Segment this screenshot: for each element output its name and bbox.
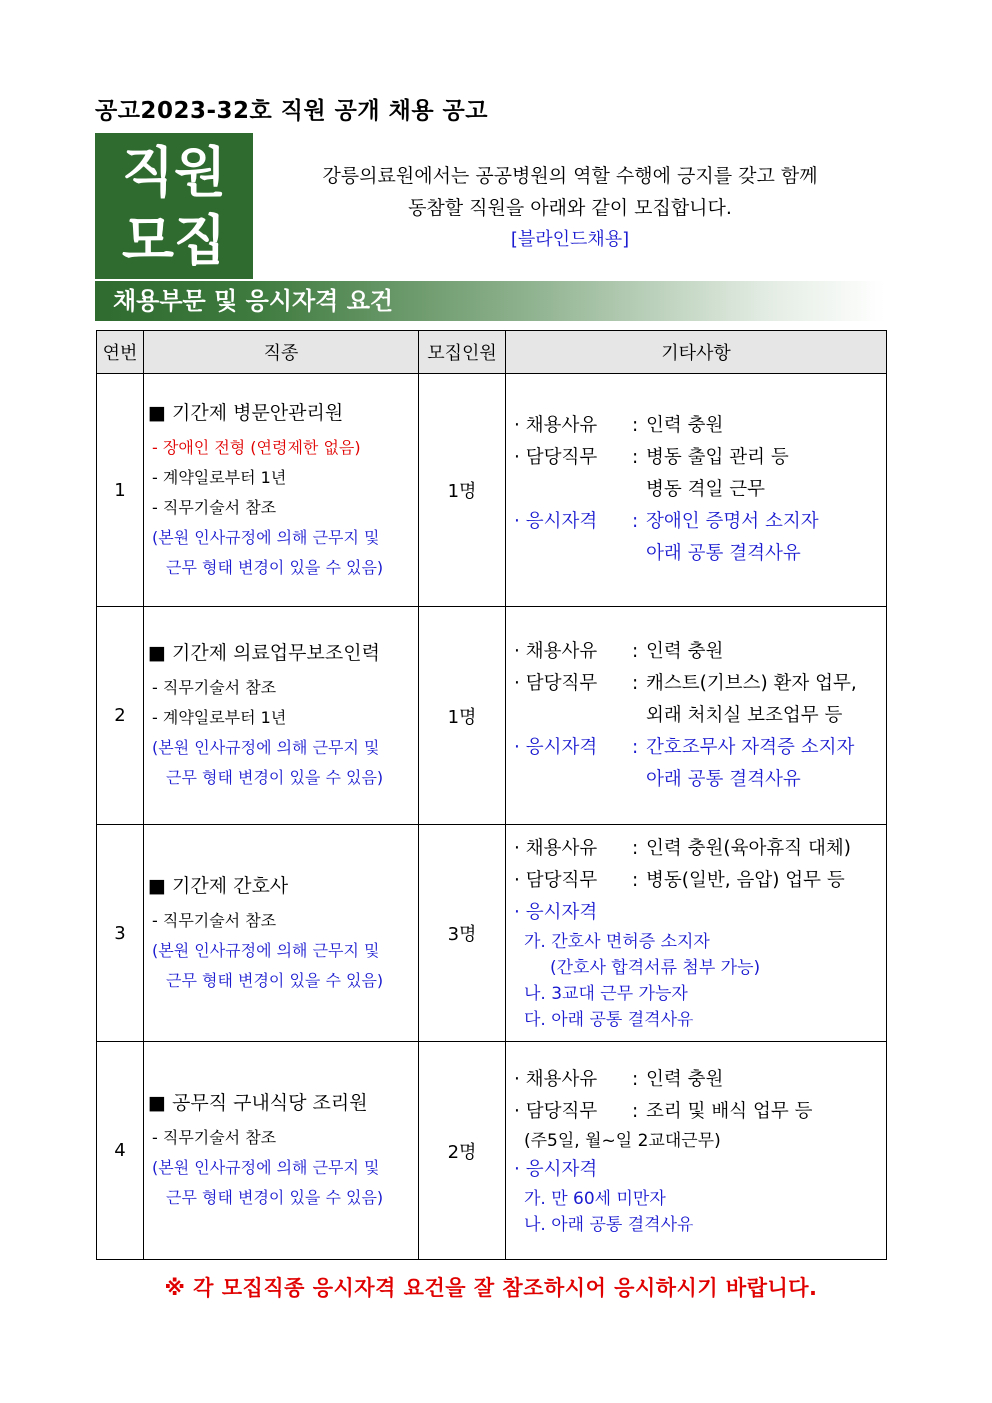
duty-label: · 담당직무 xyxy=(514,672,598,694)
duty-value: 병동(일반, 음압) 업무 등 xyxy=(646,870,845,891)
reason-label: · 채용사유 xyxy=(514,1068,598,1090)
job-line: - 직무기술서 참조 xyxy=(152,910,277,930)
reason-label: · 채용사유 xyxy=(514,640,598,662)
reason-value: 인력 충원 xyxy=(646,1068,724,1090)
row-no: 1 xyxy=(97,374,144,607)
etc-cell: · 채용사유 : 인력 충원 · 담당직무 : 캐스트(기브스) 환자 업무, 외래 처치실 보조업무 등 · 응시자격 : 간호조무사 자격증 소지자 아래 공통 결격사유 xyxy=(506,607,887,825)
header-job: 직종 xyxy=(144,331,419,374)
reason-label: · 채용사유 xyxy=(514,415,598,436)
intro-line-1: 강릉의료원에서는 공공병원의 역할 수행에 긍지를 갖고 함께 xyxy=(322,165,818,187)
job-note: 근무 형태 변경이 있을 수 있음) xyxy=(166,1188,384,1207)
footer-notice: ※ 각 모집직종 응시자격 요건을 잘 참조하시어 응시하시기 바랍니다. xyxy=(164,1276,818,1300)
recruitment-table xyxy=(96,330,887,1260)
job-note: (본원 인사규정에 의해 근무지 및 xyxy=(152,1158,380,1177)
recruit-badge xyxy=(95,133,253,279)
qual-label: · 응시자격 xyxy=(514,736,598,758)
duty-value: 조리 및 배식 업무 등 xyxy=(646,1100,813,1122)
job-cell xyxy=(144,1042,419,1260)
intro-text xyxy=(270,160,870,256)
job-note: 근무 형태 변경이 있을 수 있음) xyxy=(166,768,384,787)
row-no: 4 xyxy=(97,1042,144,1260)
job-cell xyxy=(144,607,419,825)
qual-value: 간호조무사 자격증 소지자 xyxy=(646,736,855,758)
badge-line-2: 모집 xyxy=(121,209,227,272)
job-cell xyxy=(144,374,419,607)
job-line: - 계약일로부터 1년 xyxy=(152,708,287,727)
qual-value-2: 아래 공통 결격사유 xyxy=(646,768,801,790)
duty-label: · 담당직무 xyxy=(514,870,598,891)
job-note: (본원 인사규정에 의해 근무지 및 xyxy=(152,940,380,960)
qual-label: · 응시자격 xyxy=(514,511,598,532)
row-no: 3 xyxy=(97,825,144,1042)
qual-value: 장애인 증명서 소지자 xyxy=(646,511,819,532)
duty-label: · 담당직무 xyxy=(514,1100,598,1122)
qual-item: 가. 만 60세 미만자 xyxy=(524,1188,666,1209)
header-no: 연번 xyxy=(97,331,144,374)
qual-item: 나. 아래 공통 결격사유 xyxy=(524,1214,694,1235)
table-header-row xyxy=(97,331,887,374)
etc-cell: · 채용사유 : 인력 충원 · 담당직무 : 조리 및 배식 업무 등 (주5일, 월~일 2교대근무) · 응시자격 가. 만 60세 미만자 나. 아래 공통 결격사유 xyxy=(506,1042,887,1260)
qual-label: · 응시자격 xyxy=(514,1158,598,1180)
headcount: 2명 xyxy=(419,1042,506,1260)
table-row xyxy=(97,1042,887,1260)
job-note: 근무 형태 변경이 있을 수 있음) xyxy=(166,970,384,990)
etc-cell: · 채용사유 : 인력 충원 · 담당직무 : 병동 출입 관리 등 병동 격일 근무 · 응시자격 : 장애인 증명서 소지자 아래 공통 결격사유 xyxy=(506,374,887,607)
table-row xyxy=(97,374,887,607)
job-note: (본원 인사규정에 의해 근무지 및 xyxy=(152,527,380,547)
duty-value-2: 외래 처치실 보조업무 등 xyxy=(646,704,843,726)
job-line: - 계약일로부터 1년 xyxy=(152,467,287,487)
qual-value-2: 아래 공통 결격사유 xyxy=(646,543,801,564)
duty-sub: (주5일, 월~일 2교대근무) xyxy=(524,1130,721,1151)
job-title: ■ 기간제 의료업무보조인력 xyxy=(148,642,380,664)
duty-value: 캐스트(기브스) 환자 업무, xyxy=(646,672,857,694)
job-note: (본원 인사규정에 의해 근무지 및 xyxy=(152,738,380,757)
blind-hiring-label: [블라인드채용] xyxy=(510,229,630,250)
job-line: - 직무기술서 참조 xyxy=(152,497,277,517)
job-note: 근무 형태 변경이 있을 수 있음) xyxy=(166,557,384,577)
table-row xyxy=(97,825,887,1042)
reason-value: 인력 충원(육아휴직 대체) xyxy=(646,838,851,859)
duty-label: · 담당직무 xyxy=(514,447,598,468)
job-line: - 직무기술서 참조 xyxy=(152,1128,277,1147)
job-cell xyxy=(144,825,419,1042)
reason-value: 인력 충원 xyxy=(646,415,724,436)
qual-label: · 응시자격 xyxy=(514,902,598,923)
reason-value: 인력 충원 xyxy=(646,640,724,662)
job-line: - 직무기술서 참조 xyxy=(152,678,277,697)
headcount: 3명 xyxy=(419,825,506,1042)
headcount: 1명 xyxy=(419,607,506,825)
qual-item: 가. 간호사 면허증 소지자 xyxy=(524,932,710,952)
header-count: 모집인원 xyxy=(419,331,506,374)
reason-label: · 채용사유 xyxy=(514,838,598,859)
job-red-note: - 장애인 전형 (연령제한 없음) xyxy=(152,437,361,457)
job-title: ■ 공무직 구내식당 조리원 xyxy=(148,1092,368,1114)
table-row xyxy=(97,607,887,825)
qual-item: (간호사 합격서류 첨부 가능) xyxy=(550,958,761,978)
duty-value-2: 병동 격일 근무 xyxy=(646,479,765,500)
badge-line-1: 직원 xyxy=(121,141,227,204)
row-no: 2 xyxy=(97,607,144,825)
notice-title: 공고2023-32호 직원 공개 채용 공고 xyxy=(95,98,488,124)
duty-value: 병동 출입 관리 등 xyxy=(646,447,789,468)
qual-item: 나. 3교대 근무 가능자 xyxy=(524,984,688,1004)
qual-item: 다. 아래 공통 결격사유 xyxy=(524,1010,694,1030)
section-title: 채용부문 및 응시자격 요건 xyxy=(95,281,885,321)
intro-line-2: 동참할 직원을 아래와 같이 모집합니다. xyxy=(408,197,732,219)
headcount: 1명 xyxy=(419,374,506,607)
job-title: ■ 기간제 간호사 xyxy=(148,874,289,897)
etc-cell: · 채용사유 : 인력 충원(육아휴직 대체) · 담당직무 : 병동(일반, 음압) 업무 등 · 응시자격 가. 간호사 면허증 소지자 (간호사 합격서류 첨부 가능) 나. 3교대 근무 가능자 다. 아래 공통 결격사유 xyxy=(506,825,887,1042)
job-title: ■ 기간제 병문안관리원 xyxy=(148,401,344,424)
header-etc: 기타사항 xyxy=(506,331,887,374)
